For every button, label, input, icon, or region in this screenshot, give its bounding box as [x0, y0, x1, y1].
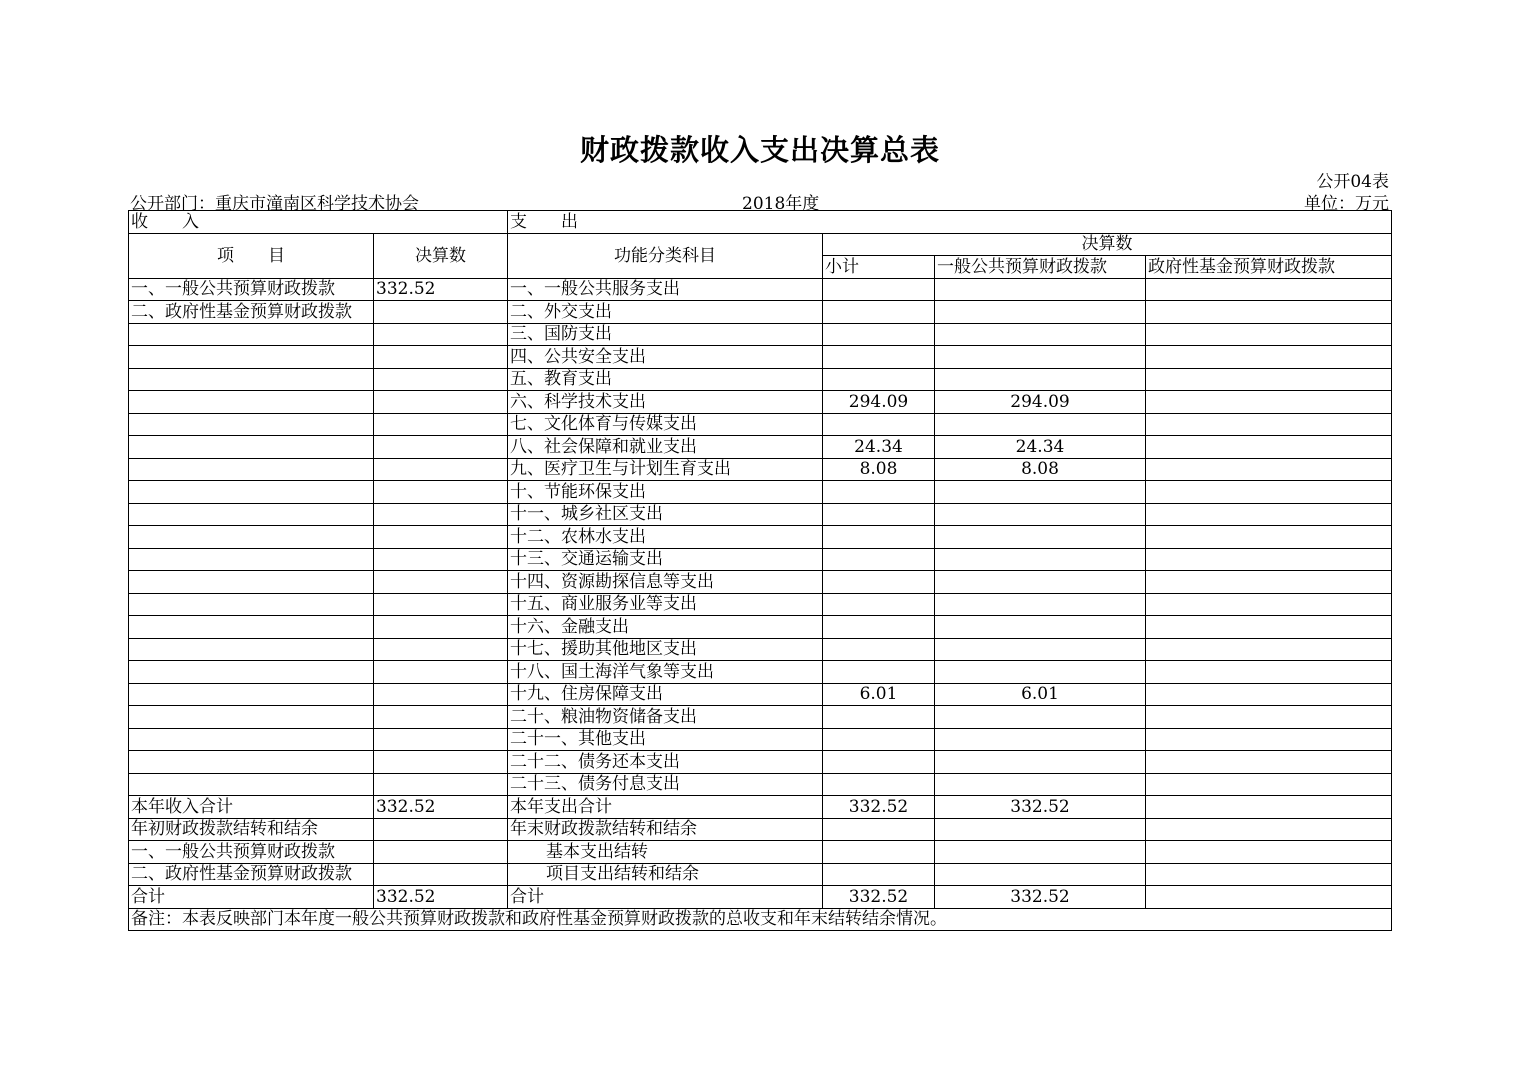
subtotal-cell: 6.01 [823, 683, 935, 706]
gov-fund-cell [1146, 886, 1392, 909]
income-item-cell [129, 458, 374, 481]
table-row [129, 751, 1392, 774]
subtotal-cell [823, 323, 935, 346]
general-budget-cell [935, 638, 1146, 661]
subtotal-cell [823, 481, 935, 504]
expense-item-cell: 十、节能环保支出 [508, 481, 823, 504]
table-row [129, 548, 1392, 571]
table-row [129, 301, 1392, 324]
gov-fund-cell [1146, 706, 1392, 729]
income-item-cell: 一、一般公共预算财政拨款 [129, 278, 374, 301]
income-item-cell [129, 436, 374, 459]
general-budget-cell: 332.52 [935, 796, 1146, 819]
table-row [129, 661, 1392, 684]
gov-fund-cell [1146, 413, 1392, 436]
subtotal-cell [823, 616, 935, 639]
final-amount-group-header: 决算数 [823, 233, 1392, 256]
general-budget-cell [935, 301, 1146, 324]
column-header-row-1 [129, 233, 1392, 256]
expense-item-cell: 二十一、其他支出 [508, 728, 823, 751]
expense-item-cell: 十八、国土海洋气象等支出 [508, 661, 823, 684]
expense-item-cell: 七、文化体育与传媒支出 [508, 413, 823, 436]
unit-label: 单位：万元 [1304, 194, 1389, 214]
expense-item-cell: 二十、粮油物资储备支出 [508, 706, 823, 729]
income-amount-cell [374, 706, 508, 729]
subtotal-cell: 332.52 [823, 886, 935, 909]
income-amount-cell [374, 863, 508, 886]
table-row [129, 323, 1392, 346]
income-item-cell [129, 413, 374, 436]
general-budget-cell: 24.34 [935, 436, 1146, 459]
income-item-cell: 二、政府性基金预算财政拨款 [129, 301, 374, 324]
income-item-cell [129, 661, 374, 684]
income-item-cell [129, 773, 374, 796]
table-row [129, 593, 1392, 616]
expense-item-cell: 四、公共安全支出 [508, 346, 823, 369]
expense-item-cell: 五、教育支出 [508, 368, 823, 391]
gov-fund-cell [1146, 841, 1392, 864]
income-amount-cell: 332.52 [374, 278, 508, 301]
table-row [129, 526, 1392, 549]
subtotal-cell [823, 593, 935, 616]
gov-fund-cell [1146, 301, 1392, 324]
expense-item-cell: 基本支出结转 [508, 841, 823, 864]
subtotal-cell: 8.08 [823, 458, 935, 481]
income-section-header: 收 入 [129, 211, 508, 234]
general-budget-cell [935, 818, 1146, 841]
income-amount-cell [374, 503, 508, 526]
income-amount-cell [374, 841, 508, 864]
income-item-cell: 二、政府性基金预算财政拨款 [129, 863, 374, 886]
income-item-cell [129, 391, 374, 414]
amount-column-header: 决算数 [374, 233, 508, 278]
general-budget-cell [935, 481, 1146, 504]
general-budget-cell [935, 773, 1146, 796]
general-budget-cell [935, 706, 1146, 729]
table-row [129, 278, 1392, 301]
gov-fund-cell [1146, 571, 1392, 594]
gov-fund-cell [1146, 773, 1392, 796]
subtotal-cell [823, 638, 935, 661]
table-row [129, 638, 1392, 661]
income-item-cell [129, 503, 374, 526]
general-budget-cell: 8.08 [935, 458, 1146, 481]
income-item-cell [129, 728, 374, 751]
subtotal-cell [823, 818, 935, 841]
expense-item-cell: 十二、农林水支出 [508, 526, 823, 549]
subtotal-cell: 294.09 [823, 391, 935, 414]
table-row [129, 413, 1392, 436]
expense-item-cell: 十四、资源勘探信息等支出 [508, 571, 823, 594]
income-item-cell [129, 638, 374, 661]
subtotal-cell [823, 548, 935, 571]
general-budget-cell [935, 368, 1146, 391]
table-row [129, 503, 1392, 526]
income-amount-cell [374, 548, 508, 571]
section-header-row [129, 211, 1392, 234]
expense-item-cell: 十七、援助其他地区支出 [508, 638, 823, 661]
expense-item-cell: 二十二、债务还本支出 [508, 751, 823, 774]
gov-fund-cell [1146, 548, 1392, 571]
expense-item-cell: 十九、住房保障支出 [508, 683, 823, 706]
gov-fund-cell [1146, 863, 1392, 886]
subtotal-cell [823, 661, 935, 684]
expense-item-cell: 六、科学技术支出 [508, 391, 823, 414]
gov-fund-cell [1146, 638, 1392, 661]
subtotal-cell: 24.34 [823, 436, 935, 459]
income-item-cell [129, 526, 374, 549]
income-amount-cell [374, 661, 508, 684]
subtotal-cell [823, 863, 935, 886]
income-amount-cell [374, 413, 508, 436]
subtotal-cell [823, 751, 935, 774]
table-row [129, 368, 1392, 391]
expense-item-cell: 十一、城乡社区支出 [508, 503, 823, 526]
page-title: 财政拨款收入支出决算总表 [579, 133, 940, 167]
general-budget-column-header: 一般公共预算财政拨款 [935, 256, 1146, 279]
gov-fund-cell [1146, 323, 1392, 346]
income-item-cell [129, 548, 374, 571]
gov-fund-cell [1146, 278, 1392, 301]
gov-fund-cell [1146, 751, 1392, 774]
income-amount-cell [374, 616, 508, 639]
gov-fund-cell [1146, 526, 1392, 549]
expense-item-cell: 项目支出结转和结余 [508, 863, 823, 886]
income-amount-cell [374, 436, 508, 459]
subtotal-cell [823, 728, 935, 751]
income-amount-cell [374, 301, 508, 324]
subtotal-cell [823, 413, 935, 436]
income-item-cell [129, 323, 374, 346]
income-amount-cell [374, 323, 508, 346]
subtotal-cell [823, 346, 935, 369]
expense-item-cell: 八、社会保障和就业支出 [508, 436, 823, 459]
subtotal-cell [823, 841, 935, 864]
general-budget-cell [935, 503, 1146, 526]
table-row [129, 458, 1392, 481]
expense-item-cell: 二十三、债务付息支出 [508, 773, 823, 796]
gov-fund-cell [1146, 368, 1392, 391]
expense-item-cell: 一、一般公共服务支出 [508, 278, 823, 301]
table-row [129, 683, 1392, 706]
func-category-column-header: 功能分类科目 [508, 233, 823, 278]
gov-fund-cell [1146, 436, 1392, 459]
expense-item-cell: 三、国防支出 [508, 323, 823, 346]
income-amount-cell: 332.52 [374, 886, 508, 909]
income-item-cell [129, 481, 374, 504]
table-row [129, 391, 1392, 414]
income-amount-cell [374, 683, 508, 706]
table-row [129, 886, 1392, 909]
gov-fund-cell [1146, 661, 1392, 684]
income-item-cell [129, 683, 374, 706]
income-amount-cell: 332.52 [374, 796, 508, 819]
income-amount-cell [374, 526, 508, 549]
income-item-cell: 本年收入合计 [129, 796, 374, 819]
general-budget-cell [935, 593, 1146, 616]
table-row [129, 841, 1392, 864]
income-amount-cell [374, 818, 508, 841]
income-amount-cell [374, 481, 508, 504]
expense-item-cell: 二、外交支出 [508, 301, 823, 324]
table-row [129, 863, 1392, 886]
table-row [129, 706, 1392, 729]
gov-fund-cell [1146, 481, 1392, 504]
general-budget-cell [935, 548, 1146, 571]
gov-fund-cell [1146, 728, 1392, 751]
subtotal-column-header: 小计 [823, 256, 935, 279]
income-amount-cell [374, 458, 508, 481]
expense-item-cell: 十六、金融支出 [508, 616, 823, 639]
income-amount-cell [374, 368, 508, 391]
gov-fund-cell [1146, 503, 1392, 526]
item-column-header: 项 目 [129, 233, 374, 278]
form-number: 公开04表 [1316, 172, 1389, 192]
gov-fund-cell [1146, 616, 1392, 639]
gov-fund-cell [1146, 683, 1392, 706]
income-item-cell [129, 751, 374, 774]
general-budget-cell [935, 346, 1146, 369]
expense-item-cell: 十三、交通运输支出 [508, 548, 823, 571]
income-amount-cell [374, 346, 508, 369]
income-item-cell: 合计 [129, 886, 374, 909]
general-budget-cell [935, 278, 1146, 301]
income-item-cell [129, 616, 374, 639]
subtotal-cell [823, 773, 935, 796]
general-budget-cell: 294.09 [935, 391, 1146, 414]
general-budget-cell: 332.52 [935, 886, 1146, 909]
gov-fund-cell [1146, 458, 1392, 481]
general-budget-cell [935, 863, 1146, 886]
note-text: 备注：本表反映部门本年度一般公共预算财政拨款和政府性基金预算财政拨款的总收支和年末结转结余情况。 [129, 908, 1392, 931]
income-item-cell [129, 346, 374, 369]
expense-item-cell: 年末财政拨款结转和结余 [508, 818, 823, 841]
general-budget-cell [935, 413, 1146, 436]
general-budget-cell [935, 323, 1146, 346]
gov-fund-cell [1146, 391, 1392, 414]
income-item-cell [129, 706, 374, 729]
expense-item-cell: 十五、商业服务业等支出 [508, 593, 823, 616]
gov-fund-column-header: 政府性基金预算财政拨款 [1146, 256, 1392, 279]
subtotal-cell [823, 526, 935, 549]
table-row [129, 796, 1392, 819]
table-row [129, 481, 1392, 504]
gov-fund-cell [1146, 346, 1392, 369]
income-item-cell [129, 571, 374, 594]
table-row [129, 616, 1392, 639]
subtotal-cell [823, 503, 935, 526]
general-budget-cell [935, 728, 1146, 751]
expense-item-cell: 合计 [508, 886, 823, 909]
subtotal-cell [823, 278, 935, 301]
income-item-cell: 一、一般公共预算财政拨款 [129, 841, 374, 864]
general-budget-cell: 6.01 [935, 683, 1146, 706]
income-amount-cell [374, 571, 508, 594]
general-budget-cell [935, 616, 1146, 639]
budget-table [128, 210, 1392, 931]
subtotal-cell [823, 368, 935, 391]
income-item-cell: 年初财政拨款结转和结余 [129, 818, 374, 841]
table-row [129, 436, 1392, 459]
subtotal-cell [823, 706, 935, 729]
note-row [129, 908, 1392, 931]
income-amount-cell [374, 728, 508, 751]
income-item-cell [129, 368, 374, 391]
subtotal-cell [823, 571, 935, 594]
general-budget-cell [935, 571, 1146, 594]
table-row [129, 773, 1392, 796]
table-row [129, 346, 1392, 369]
subtotal-cell: 332.52 [823, 796, 935, 819]
income-amount-cell [374, 593, 508, 616]
expense-item-cell: 本年支出合计 [508, 796, 823, 819]
table-row [129, 728, 1392, 751]
expense-item-cell: 九、医疗卫生与计划生育支出 [508, 458, 823, 481]
general-budget-cell [935, 661, 1146, 684]
gov-fund-cell [1146, 796, 1392, 819]
income-amount-cell [374, 751, 508, 774]
fiscal-year: 2018年度 [742, 194, 820, 214]
subtotal-cell [823, 301, 935, 324]
income-item-cell [129, 593, 374, 616]
general-budget-cell [935, 526, 1146, 549]
income-amount-cell [374, 773, 508, 796]
gov-fund-cell [1146, 593, 1392, 616]
table-row [129, 571, 1392, 594]
general-budget-cell [935, 841, 1146, 864]
expense-section-header: 支 出 [508, 211, 1392, 234]
gov-fund-cell [1146, 818, 1392, 841]
income-amount-cell [374, 638, 508, 661]
table-row [129, 818, 1392, 841]
income-amount-cell [374, 391, 508, 414]
department-label: 公开部门：重庆市潼南区科学技术协会 [130, 194, 419, 214]
general-budget-cell [935, 751, 1146, 774]
